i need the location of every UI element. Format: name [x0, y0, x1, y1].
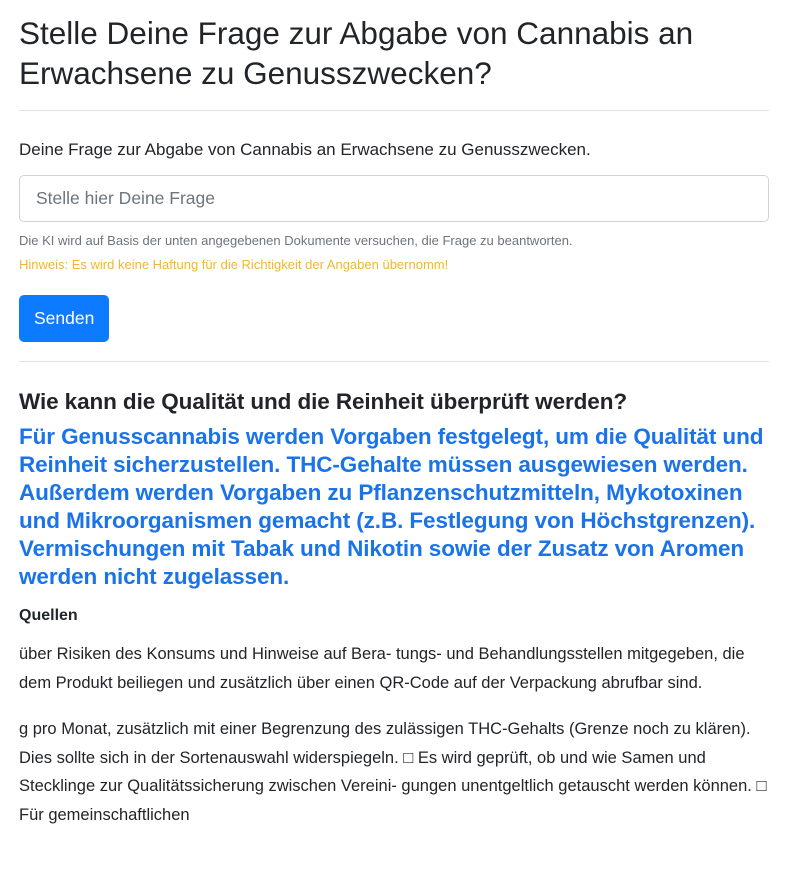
result-section: [19, 388, 769, 829]
source-excerpt: über Risiken des Konsums und Hinweise auf Bera- tungs- und Behandlungsstellen mitgegeben, die dem Produkt beiliegen und zusätzlich über einen QR-Code auf der Verpackung abrufbar sind.: [19, 645, 745, 692]
asked-question: Wie kann die Qualität und die Reinheit überprüft werden?: [19, 389, 627, 414]
question-label: Deine Frage zur Abgabe von Cannabis an Erwachsene zu Genusszwecken.: [19, 140, 591, 159]
main-container: [19, 0, 769, 829]
title-divider: [19, 110, 769, 111]
send-button[interactable]: Senden: [19, 295, 109, 342]
question-input[interactable]: [19, 175, 769, 222]
liability-warning: Hinweis: Es wird keine Haftung für die Richtigkeit der Angaben übernomm!: [19, 257, 449, 272]
question-form: [19, 138, 769, 342]
source-excerpt: g pro Monat, zusätzlich mit einer Begrenzung des zulässigen THC-Gehalts (Grenze noch zu klären). Dies sollte sich in der Sortenauswahl widerspiegeln. □ Es wird geprüft, ob und wie Samen und Stecklinge zur Qualitätssicherung zwischen Vereini- gungen unentgeltlich getauscht werden können. □ Für gemeinschaftlichen: [19, 720, 767, 824]
sources-heading: Quellen: [19, 607, 78, 624]
result-divider: [19, 361, 769, 362]
page-title: Stelle Deine Frage zur Abgabe von Cannabis an Erwachsene zu Genusszwecken?: [19, 15, 694, 91]
ai-answer: Für Genusscannabis werden Vorgaben festgelegt, um die Qualität und Reinheit sicherzustellen. THC-Gehalte müssen ausgewiesen werden. Außerdem werden Vorgaben zu Pflanzenschutzmitteln, Mykotoxinen und Mikroorganismen gemacht (z.B. Festlegung von Höchstgrenzen). Vermischungen mit Tabak und Nikotin sowie der Zusatz von Aromen werden nicht zugelassen.: [19, 424, 764, 589]
help-text: Die KI wird auf Basis der unten angegebenen Dokumente versuchen, die Frage zu beantworten.: [19, 233, 573, 248]
